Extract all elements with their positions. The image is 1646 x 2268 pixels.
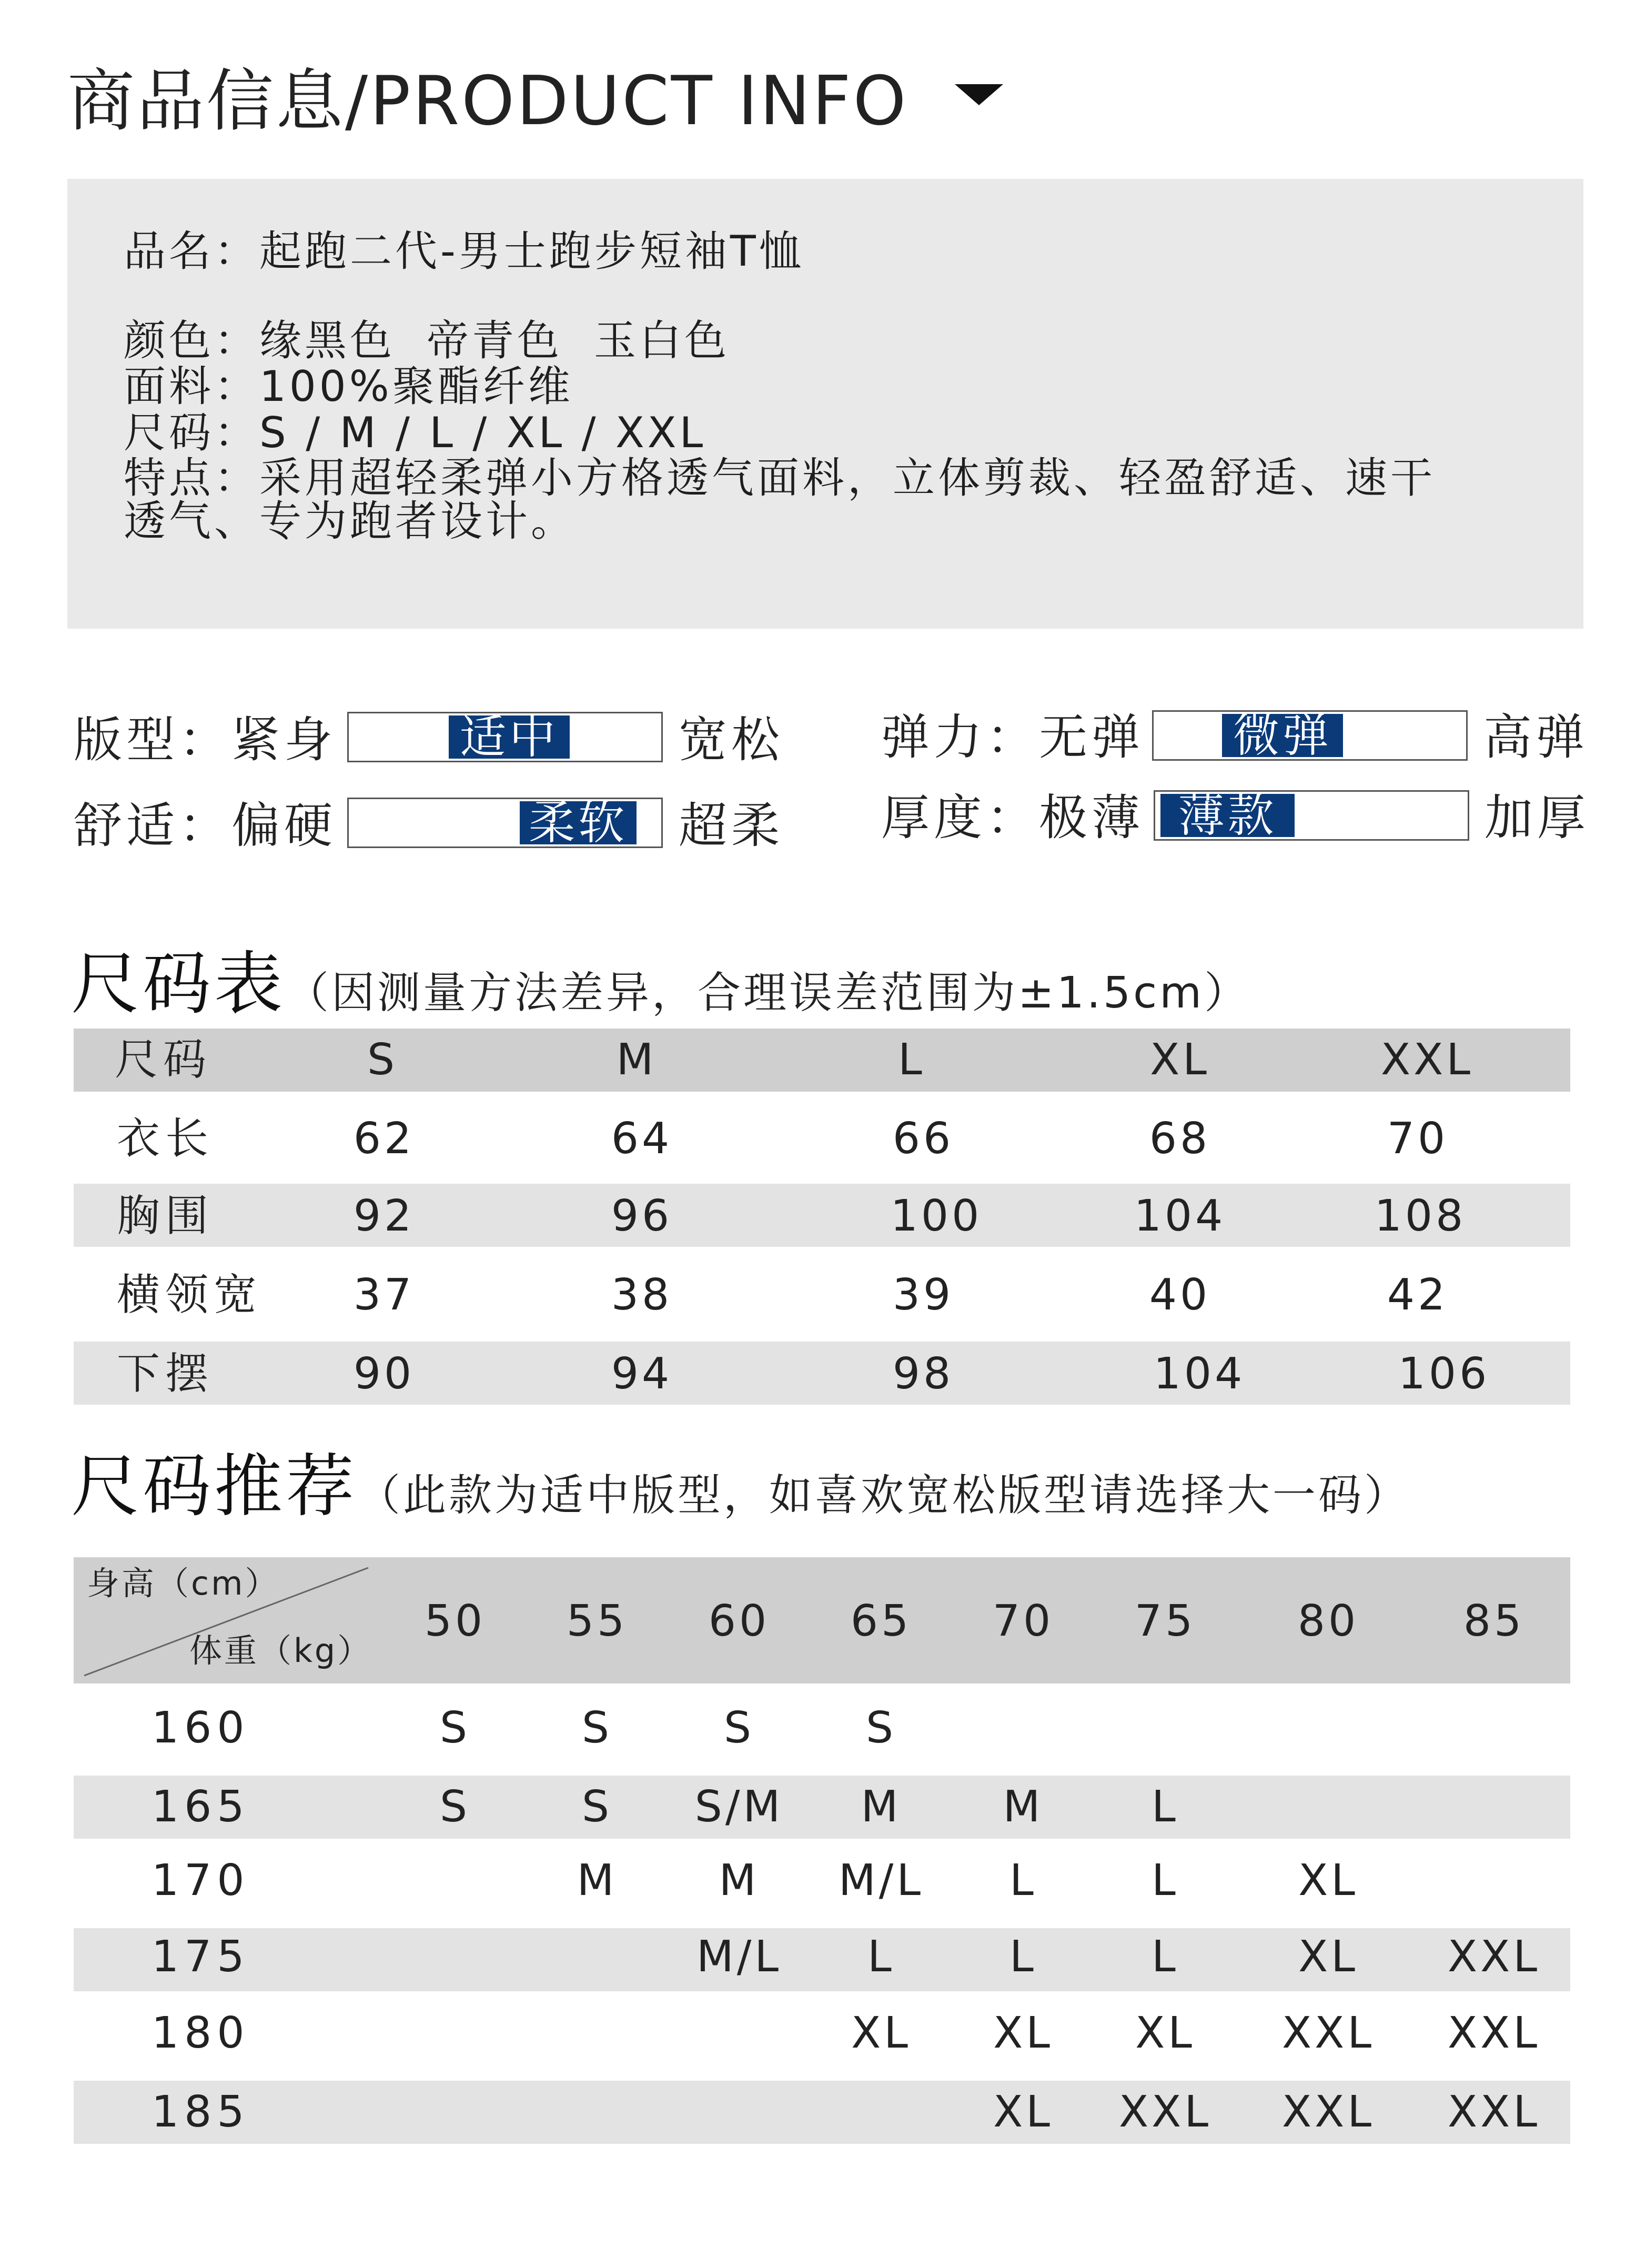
comfort-indicator: 柔软 xyxy=(520,801,637,844)
recommend-cell: L xyxy=(1152,1932,1179,1982)
product-colors xyxy=(124,318,761,364)
recommend-cell: M xyxy=(719,1856,760,1906)
size-cell: 96 xyxy=(611,1191,673,1241)
elastic-right-label: 高弹 xyxy=(1483,709,1589,765)
size-row-label: 横领宽 xyxy=(117,1270,262,1320)
recommend-cell: S xyxy=(865,1703,897,1753)
comfort-right-label: 超柔 xyxy=(679,798,784,854)
size-chart-note: （因测量方法差异，合理误差范围为±1.5cm） xyxy=(286,968,1250,1018)
recommend-cell: XL xyxy=(851,2008,911,2058)
size-chart-header xyxy=(74,1029,1570,1092)
height-row-label: 180 xyxy=(152,2008,250,2058)
colors-label: 颜色： xyxy=(124,316,259,365)
recommend-cell: XXL xyxy=(1447,1932,1541,1982)
recommend-cell: S xyxy=(439,1703,471,1753)
size-cell: 90 xyxy=(353,1349,415,1399)
recommend-cell: S/M xyxy=(694,1782,784,1832)
recommend-cell: XL xyxy=(993,2087,1053,2137)
size-chart-header-label: 尺码 xyxy=(115,1035,212,1085)
height-row-label: 170 xyxy=(152,1856,250,1906)
size-row-label: 衣长 xyxy=(117,1114,214,1164)
weight-header: 85 xyxy=(1463,1596,1525,1646)
size-cell: 37 xyxy=(353,1270,415,1320)
size-cell: 66 xyxy=(892,1114,954,1164)
recommend-cell: L xyxy=(1152,1856,1179,1906)
elastic-label: 弹力：无弹 xyxy=(881,709,1145,765)
comfort-label: 舒适：偏硬 xyxy=(74,798,337,854)
recommend-title: 尺码推荐（此款为适中版型，如喜欢宽松版型请选择大一码） xyxy=(71,1446,1410,1526)
size-cell: 38 xyxy=(611,1270,673,1320)
recommend-cell: M xyxy=(861,1782,902,1832)
size-cell: 39 xyxy=(892,1270,954,1320)
size-cell: 106 xyxy=(1398,1349,1490,1399)
weight-header: 70 xyxy=(992,1596,1054,1646)
fit-indicator: 适中 xyxy=(449,715,570,759)
fit-label: 版型：紧身 xyxy=(74,712,337,768)
size-cell: 108 xyxy=(1374,1191,1467,1241)
fit-right-label: 宽松 xyxy=(679,712,784,768)
height-row-label: 185 xyxy=(152,2087,250,2137)
elastic-indicator: 微弹 xyxy=(1222,714,1343,757)
recommend-band xyxy=(74,1776,1570,1839)
weight-header: 75 xyxy=(1134,1596,1196,1646)
height-axis-label: 身高（cm） xyxy=(87,1564,280,1602)
recommend-cell: XL xyxy=(993,2008,1053,2058)
recommend-cell: L xyxy=(867,1932,895,1982)
recommend-cell: XXL xyxy=(1447,2087,1541,2137)
weight-header: 65 xyxy=(850,1596,912,1646)
recommend-cell: S xyxy=(581,1703,613,1753)
recommend-cell: XXL xyxy=(1281,2087,1375,2137)
product-features-cont: 透气、专为跑者设计。 xyxy=(124,497,576,546)
recommend-cell: S xyxy=(439,1782,471,1832)
size-cell: 104 xyxy=(1134,1191,1226,1241)
recommend-cell: M xyxy=(577,1856,618,1906)
recommend-cell: M/L xyxy=(696,1932,782,1982)
size-cell: 104 xyxy=(1153,1349,1246,1399)
elastic-bar xyxy=(1152,710,1468,761)
thickness-right-label: 加厚 xyxy=(1485,790,1590,846)
recommend-cell: S xyxy=(581,1782,613,1832)
size-header: S xyxy=(367,1035,398,1085)
size-cell: 98 xyxy=(892,1349,954,1399)
size-cell: 42 xyxy=(1387,1270,1449,1320)
color-option: 玉白色 xyxy=(594,316,730,365)
product-sizes: 尺码：S / M / L / XL / XXL xyxy=(124,408,706,457)
height-row-label: 160 xyxy=(152,1703,250,1753)
weight-header: 80 xyxy=(1297,1596,1359,1646)
size-chart-title: 尺码表（因测量方法差异，合理误差范围为±1.5cm） xyxy=(71,944,1250,1024)
thickness-indicator: 薄款 xyxy=(1160,794,1295,837)
size-cell: 92 xyxy=(353,1191,415,1241)
recommend-cell: L xyxy=(1009,1932,1037,1982)
color-option: 缘黑色 xyxy=(259,316,395,365)
recommend-cell: XL xyxy=(1298,1932,1358,1982)
size-cell: 68 xyxy=(1149,1114,1211,1164)
size-cell: 40 xyxy=(1149,1270,1211,1320)
recommend-note: （此款为适中版型，如喜欢宽松版型请选择大一码） xyxy=(357,1470,1410,1520)
weight-header: 50 xyxy=(424,1596,486,1646)
size-cell: 70 xyxy=(1387,1114,1449,1164)
size-cell: 94 xyxy=(611,1349,673,1399)
fit-bar xyxy=(347,712,663,762)
recommend-cell: S xyxy=(723,1703,755,1753)
triangle-down-icon xyxy=(955,84,1003,105)
weight-axis-label: 体重（kg） xyxy=(189,1631,372,1670)
thickness-bar xyxy=(1154,790,1469,841)
height-row-label: 165 xyxy=(152,1782,250,1832)
product-fabric: 面料：100%聚酯纤维 xyxy=(124,362,573,411)
size-row-label: 胸围 xyxy=(117,1191,214,1241)
size-chart-band xyxy=(74,1342,1570,1405)
size-header: L xyxy=(898,1035,925,1085)
size-header: M xyxy=(616,1035,657,1085)
recommend-cell: XXL xyxy=(1118,2087,1212,2137)
size-row-label: 下摆 xyxy=(117,1349,214,1399)
size-cell: 100 xyxy=(890,1191,983,1241)
comfort-bar xyxy=(347,795,663,850)
product-features: 特点：采用超轻柔弹小方格透气面料，立体剪裁、轻盈舒适、速干 xyxy=(124,453,1436,502)
height-row-label: 175 xyxy=(152,1932,250,1982)
recommend-cell: M xyxy=(1003,1782,1044,1832)
thickness-label: 厚度：极薄 xyxy=(881,790,1145,846)
recommend-cell: M/L xyxy=(838,1856,924,1906)
weight-header: 55 xyxy=(566,1596,628,1646)
recommend-cell: XXL xyxy=(1447,2008,1541,2058)
recommend-cell: XL xyxy=(1298,1856,1358,1906)
page-title: 商品信息/PRODUCT INFO xyxy=(67,62,908,140)
size-header: XL xyxy=(1150,1035,1210,1085)
product-name: 品名：起跑二代-男士跑步短袖T恤 xyxy=(124,227,804,276)
size-chart-band xyxy=(74,1184,1570,1247)
weight-header: 60 xyxy=(708,1596,770,1646)
recommend-cell: XL xyxy=(1135,2008,1195,2058)
recommend-cell: XXL xyxy=(1281,2008,1375,2058)
recommend-cell: L xyxy=(1152,1782,1179,1832)
color-option: 帝青色 xyxy=(427,316,562,365)
size-cell: 62 xyxy=(353,1114,415,1164)
size-header: XXL xyxy=(1380,1035,1474,1085)
size-cell: 64 xyxy=(611,1114,673,1164)
recommend-cell: L xyxy=(1009,1856,1037,1906)
